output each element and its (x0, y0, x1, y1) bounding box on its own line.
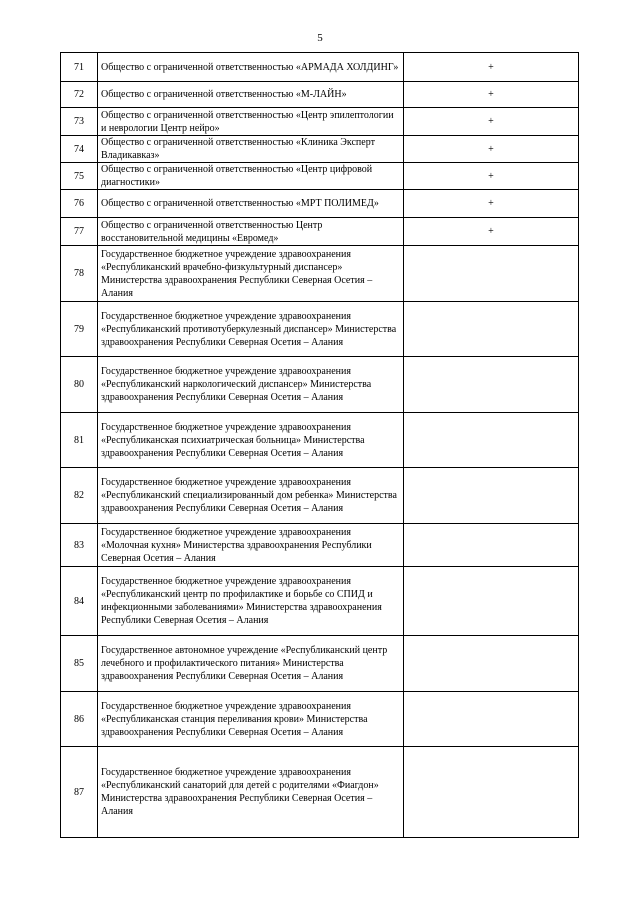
organization-name: Государственное автономное учреждение «Республиканский центр лечебного и профилактического питания» Министерства здравоохранения Республики Северная Осетия – Алания (98, 636, 404, 692)
table-row (61, 636, 579, 692)
inclusion-mark: + (404, 190, 579, 218)
inclusion-mark (404, 636, 579, 692)
inclusion-mark (404, 246, 579, 302)
row-number: 82 (61, 468, 98, 524)
table-row (61, 747, 579, 838)
table-row (61, 246, 579, 302)
table-row (61, 163, 579, 190)
organizations-table (60, 52, 579, 838)
table-row (61, 567, 579, 636)
table-row (61, 190, 579, 218)
row-number: 83 (61, 524, 98, 567)
table-row (61, 218, 579, 246)
organization-name: Государственное бюджетное учреждение здравоохранения «Республиканский санаторий для детей с родителями «Фиагдон» Министерства здравоохранения Республики Северная Осетия – Алания (98, 747, 404, 838)
row-number: 76 (61, 190, 98, 218)
row-number: 71 (61, 53, 98, 82)
inclusion-mark (404, 747, 579, 838)
row-number: 72 (61, 82, 98, 108)
organization-name: Государственное бюджетное учреждение здравоохранения «Молочная кухня» Министерства здравоохранения Республики Северная Осетия – Алания (98, 524, 404, 567)
row-number: 81 (61, 413, 98, 468)
row-number: 86 (61, 692, 98, 747)
row-number: 73 (61, 108, 98, 136)
row-number: 87 (61, 747, 98, 838)
organization-name: Государственное бюджетное учреждение здравоохранения «Республиканский наркологический диспансер» Министерства здравоохранения Республики Северная Осетия – Алания (98, 357, 404, 413)
inclusion-mark (404, 357, 579, 413)
table-row (61, 302, 579, 357)
organization-name: Общество с ограниченной ответственностью «Центр эпилептологии и неврологии Центр нейро» (98, 108, 404, 136)
inclusion-mark: + (404, 108, 579, 136)
organization-name: Государственное бюджетное учреждение здравоохранения «Республиканский врачебно-физкультурный диспансер» Министерства здравоохранения Республики Северная Осетия – Алания (98, 246, 404, 302)
inclusion-mark (404, 567, 579, 636)
inclusion-mark (404, 524, 579, 567)
organization-name: Общество с ограниченной ответственностью «Клиника Эксперт Владикавказ» (98, 136, 404, 163)
row-number: 79 (61, 302, 98, 357)
organization-name: Общество с ограниченной ответственностью «Центр цифровой диагностики» (98, 163, 404, 190)
table-row (61, 357, 579, 413)
row-number: 80 (61, 357, 98, 413)
inclusion-mark: + (404, 163, 579, 190)
inclusion-mark (404, 302, 579, 357)
row-number: 85 (61, 636, 98, 692)
table-row (61, 692, 579, 747)
inclusion-mark: + (404, 53, 579, 82)
organization-name: Общество с ограниченной ответственностью «М-ЛАЙН» (98, 82, 404, 108)
row-number: 74 (61, 136, 98, 163)
table-row (61, 53, 579, 82)
table-row (61, 468, 579, 524)
organization-name: Государственное бюджетное учреждение здравоохранения «Республиканский противотуберкулезный диспансер» Министерства здравоохранения Республики Северная Осетия – Алания (98, 302, 404, 357)
inclusion-mark: + (404, 82, 579, 108)
inclusion-mark (404, 692, 579, 747)
table-row (61, 413, 579, 468)
organization-name: Общество с ограниченной ответственностью «МРТ ПОЛИМЕД» (98, 190, 404, 218)
inclusion-mark (404, 468, 579, 524)
inclusion-mark (404, 413, 579, 468)
organization-name: Общество с ограниченной ответственностью «АРМАДА ХОЛДИНГ» (98, 53, 404, 82)
table-row (61, 524, 579, 567)
organization-name: Общество с ограниченной ответственностью Центр восстановительной медицины «Евромед» (98, 218, 404, 246)
inclusion-mark: + (404, 218, 579, 246)
table-row (61, 82, 579, 108)
row-number: 77 (61, 218, 98, 246)
organization-name: Государственное бюджетное учреждение здравоохранения «Республиканский центр по профилактике и борьбе со СПИД и инфекционными заболеваниями» Министерства здравоохранения Республики Северная Осетия – Алания (98, 567, 404, 636)
row-number: 84 (61, 567, 98, 636)
table-row (61, 136, 579, 163)
organization-name: Государственное бюджетное учреждение здравоохранения «Республиканская психиатрическая больница» Министерства здравоохранения Республики Северная Осетия – Алания (98, 413, 404, 468)
organization-name: Государственное бюджетное учреждение здравоохранения «Республиканская станция переливания крови» Министерства здравоохранения Республики Северная Осетия – Алания (98, 692, 404, 747)
inclusion-mark: + (404, 136, 579, 163)
row-number: 75 (61, 163, 98, 190)
page-number: 5 (317, 32, 323, 44)
organization-name: Государственное бюджетное учреждение здравоохранения «Республиканский специализированный дом ребенка» Министерства здравоохранения Республики Северная Осетия – Алания (98, 468, 404, 524)
table-row (61, 108, 579, 136)
row-number: 78 (61, 246, 98, 302)
